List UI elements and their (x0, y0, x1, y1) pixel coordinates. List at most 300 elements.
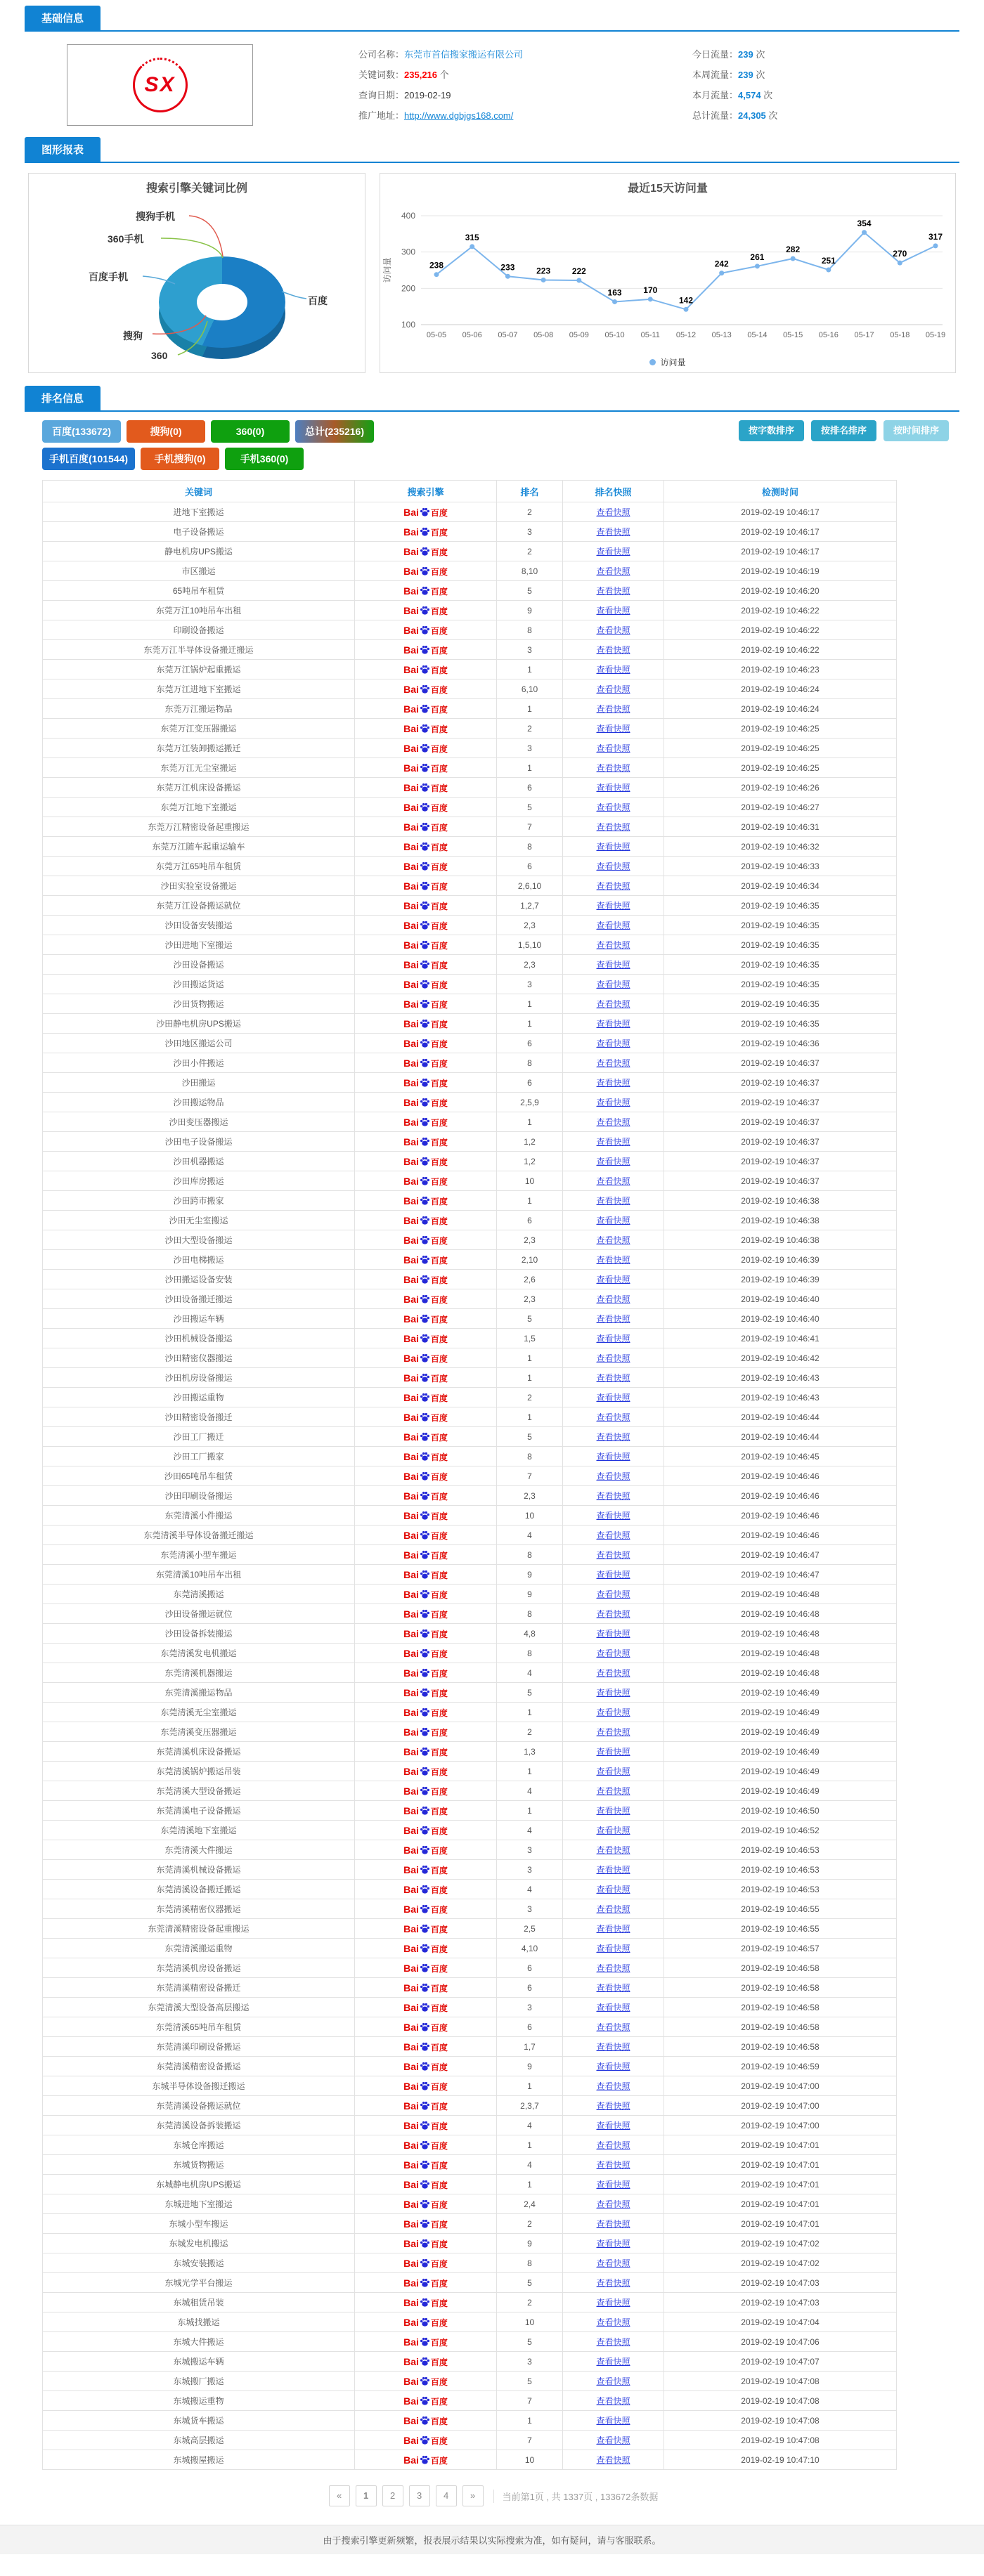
line-chart-legend[interactable] (380, 356, 955, 368)
table-row (43, 2017, 897, 2037)
snapshot-link[interactable]: 查看快照 (596, 1255, 630, 1265)
snapshot-link[interactable]: 查看快照 (596, 2278, 630, 2288)
column-header: 排名快照 (563, 481, 664, 502)
baidu-logo (403, 625, 448, 635)
baidu-logo (403, 1471, 448, 1481)
snapshot-link[interactable]: 查看快照 (596, 2258, 630, 2268)
snapshot-cell (563, 1466, 664, 1486)
pagination-page-button-3[interactable]: 3 (409, 2485, 430, 2506)
baidu-logo (403, 1805, 448, 1816)
baidu-paw-icon (420, 2159, 430, 2170)
snapshot-link[interactable]: 查看快照 (596, 1530, 630, 1540)
engine-cell (355, 1034, 497, 1053)
baidu-logo-cn: 百度 (430, 724, 448, 734)
keyword-cell: 东城小型车搬运 (43, 2214, 355, 2234)
rank-cell: 1 (497, 1762, 563, 1781)
snapshot-link[interactable]: 查看快照 (596, 1275, 630, 1284)
snapshot-cell (563, 1919, 664, 1939)
rank-cell: 3 (497, 640, 563, 660)
engine-cell (355, 1112, 497, 1132)
snapshot-link[interactable]: 查看快照 (596, 999, 630, 1009)
tab-charts[interactable]: 图形报表 (25, 137, 101, 162)
baidu-paw-icon (420, 1785, 430, 1796)
table-row (43, 2234, 897, 2253)
engine-filter-mobile-button-0[interactable]: 手机百度(101544) (42, 448, 135, 470)
rank-cell: 5 (497, 581, 563, 601)
check-time-cell: 2019-02-19 10:46:35 (664, 896, 897, 916)
keyword-cell: 东城货车搬运 (43, 2411, 355, 2431)
snapshot-link[interactable]: 查看快照 (596, 1039, 630, 1048)
engine-cell (355, 2312, 497, 2332)
check-time-cell: 2019-02-19 10:47:01 (664, 2135, 897, 2155)
baidu-logo-latin: Bai (403, 1706, 419, 1718)
baidu-logo-cn: 百度 (430, 1885, 448, 1895)
keyword-cell: 沙田搬运货运 (43, 975, 355, 994)
tab-ranking[interactable]: 排名信息 (25, 386, 101, 410)
baidu-logo-latin: Bai (403, 1017, 419, 1029)
snapshot-link[interactable]: 查看快照 (596, 625, 630, 635)
baidu-logo-latin: Bai (403, 899, 419, 911)
check-time-cell: 2019-02-19 10:47:02 (664, 2253, 897, 2273)
snapshot-link[interactable]: 查看快照 (596, 960, 630, 970)
engine-cell (355, 1152, 497, 1171)
baidu-paw-icon (420, 743, 430, 753)
snapshot-link[interactable]: 查看快照 (596, 1157, 630, 1166)
snapshot-link[interactable]: 查看快照 (596, 940, 630, 950)
baidu-logo-cn: 百度 (430, 2455, 448, 2466)
engine-cell (355, 1427, 497, 1447)
baidu-logo-latin: Bai (403, 1431, 419, 1443)
snapshot-link[interactable]: 查看快照 (596, 1412, 630, 1422)
pagination-prev-button[interactable]: « (329, 2485, 350, 2506)
baidu-logo-cn: 百度 (430, 1865, 448, 1875)
baidu-logo-latin: Bai (403, 1195, 419, 1206)
baidu-paw-icon (420, 507, 430, 517)
rank-cell: 6 (497, 857, 563, 876)
snapshot-link[interactable]: 查看快照 (596, 822, 630, 832)
snapshot-link[interactable]: 查看快照 (596, 1629, 630, 1639)
snapshot-link[interactable]: 查看快照 (596, 684, 630, 694)
sort-button-1[interactable]: 按排名排序 (811, 420, 876, 441)
snapshot-link[interactable]: 查看快照 (596, 1019, 630, 1029)
keyword-cell: 沙田设备安装搬运 (43, 916, 355, 935)
baidu-logo-latin: Bai (403, 1962, 419, 1974)
baidu-logo-cn: 百度 (430, 1924, 448, 1934)
snapshot-link[interactable]: 查看快照 (596, 1845, 630, 1855)
snapshot-link[interactable]: 查看快照 (596, 1865, 630, 1875)
engine-cell (355, 975, 497, 994)
check-time-cell: 2019-02-19 10:46:37 (664, 1053, 897, 1073)
snapshot-cell (563, 2214, 664, 2234)
check-time-cell: 2019-02-19 10:46:17 (664, 522, 897, 542)
snapshot-link[interactable]: 查看快照 (596, 2219, 630, 2229)
baidu-logo-latin: Bai (403, 1529, 419, 1541)
rank-cell: 3 (497, 2352, 563, 2372)
keyword-cell: 沙田印刷设备搬运 (43, 1486, 355, 1506)
baidu-logo (403, 1785, 448, 1796)
check-time-cell: 2019-02-19 10:46:52 (664, 1821, 897, 1840)
snapshot-link[interactable]: 查看快照 (596, 2003, 630, 2012)
sort-button-2[interactable]: 按时间排序 (883, 420, 949, 441)
snapshot-link[interactable]: 查看快照 (596, 586, 630, 596)
baidu-logo-latin: Bai (403, 1844, 419, 1856)
keyword-cell: 东莞清溪设备搬运就位 (43, 2096, 355, 2116)
snapshot-cell (563, 1427, 664, 1447)
baidu-logo (403, 723, 448, 734)
snapshot-cell (563, 2037, 664, 2057)
snapshot-link[interactable]: 查看快照 (596, 2042, 630, 2052)
snapshot-link[interactable]: 查看快照 (596, 1432, 630, 1442)
rank-cell: 1,2 (497, 1132, 563, 1152)
baidu-logo-cn: 百度 (430, 1767, 448, 1777)
sort-button-0[interactable]: 按字数排序 (739, 420, 804, 441)
baidu-logo (403, 1136, 448, 1147)
snapshot-link[interactable]: 查看快照 (596, 1196, 630, 1206)
table-row (43, 876, 897, 896)
tab-basic-info[interactable]: 基础信息 (25, 6, 101, 30)
snapshot-link[interactable]: 查看快照 (596, 704, 630, 714)
snapshot-link[interactable]: 查看快照 (596, 921, 630, 930)
engine-cell (355, 561, 497, 581)
snapshot-link[interactable]: 查看快照 (596, 881, 630, 891)
rank-cell: 2,10 (497, 1250, 563, 1270)
baidu-logo-cn: 百度 (430, 1393, 448, 1403)
check-time-cell: 2019-02-19 10:46:39 (664, 1250, 897, 1270)
table-row (43, 1152, 897, 1171)
baidu-logo-cn: 百度 (430, 2062, 448, 2072)
pagination-page-button-4[interactable]: 4 (436, 2485, 457, 2506)
rank-cell: 1 (497, 1407, 563, 1427)
engine-cell (355, 2273, 497, 2293)
snapshot-link[interactable]: 查看快照 (596, 1471, 630, 1481)
snapshot-link[interactable]: 查看快照 (596, 842, 630, 852)
keyword-cell: 东城货物搬运 (43, 2155, 355, 2175)
snapshot-link[interactable]: 查看快照 (596, 2199, 630, 2209)
engine-filter-button-3[interactable]: 总计(235216) (295, 420, 374, 443)
snapshot-link[interactable]: 查看快照 (596, 1373, 630, 1383)
snapshot-link[interactable]: 查看快照 (596, 1904, 630, 1914)
rank-cell: 1 (497, 1801, 563, 1821)
engine-cell (355, 1742, 497, 1762)
snapshot-link[interactable]: 查看快照 (596, 1570, 630, 1580)
baidu-logo (403, 920, 448, 930)
baidu-paw-icon (420, 2199, 430, 2209)
check-time-cell: 2019-02-19 10:46:53 (664, 1860, 897, 1880)
snapshot-link[interactable]: 查看快照 (596, 1216, 630, 1225)
field-value[interactable]: http://www.dgbjgs168.com/ (404, 110, 514, 121)
snapshot-link[interactable]: 查看快照 (596, 1963, 630, 1973)
snapshot-link[interactable]: 查看快照 (596, 566, 630, 576)
rank-cell: 2,3 (497, 1289, 563, 1309)
snapshot-link[interactable]: 查看快照 (596, 2160, 630, 2170)
svg-text:238: 238 (429, 260, 444, 271)
table-row (43, 1565, 897, 1585)
snapshot-link[interactable]: 查看快照 (596, 1944, 630, 1953)
snapshot-link[interactable]: 查看快照 (596, 1176, 630, 1186)
snapshot-link[interactable]: 查看快照 (596, 1924, 630, 1934)
column-header: 排名 (497, 481, 563, 502)
snapshot-link[interactable]: 查看快照 (596, 1334, 630, 1344)
snapshot-link[interactable]: 查看快照 (596, 1491, 630, 1501)
baidu-logo-latin: Bai (403, 1175, 419, 1187)
snapshot-link[interactable]: 查看快照 (596, 645, 630, 655)
keyword-cell: 沙田机房设备搬运 (43, 1368, 355, 1388)
rank-cell: 1 (497, 2175, 563, 2194)
engine-buttons-row2 (42, 448, 959, 470)
snapshot-link[interactable]: 查看快照 (596, 2121, 630, 2131)
snapshot-cell (563, 620, 664, 640)
snapshot-link[interactable]: 查看快照 (596, 1727, 630, 1737)
rank-cell: 5 (497, 1427, 563, 1447)
traffic-info-fields (692, 44, 777, 126)
table-row (43, 1624, 897, 1644)
engine-filter-button-0[interactable]: 百度(133672) (42, 420, 121, 443)
snapshot-link[interactable]: 查看快照 (596, 2317, 630, 2327)
snapshot-cell (563, 739, 664, 758)
baidu-paw-icon (420, 1431, 430, 1442)
traffic-info-row (692, 85, 777, 105)
keyword-cell: 东莞清溪设备搬迁搬运 (43, 1880, 355, 1899)
snapshot-link[interactable]: 查看快照 (596, 763, 630, 773)
snapshot-link[interactable]: 查看快照 (596, 2376, 630, 2386)
snapshot-link[interactable]: 查看快照 (596, 2081, 630, 2091)
baidu-logo-cn: 百度 (430, 1235, 448, 1246)
snapshot-link[interactable]: 查看快照 (596, 2022, 630, 2032)
engine-cell (355, 1585, 497, 1604)
baidu-paw-icon (420, 861, 430, 871)
snapshot-link[interactable]: 查看快照 (596, 1648, 630, 1658)
snapshot-link[interactable]: 查看快照 (596, 1983, 630, 1993)
engine-filter-mobile-button-2[interactable]: 手机360(0) (225, 448, 304, 470)
snapshot-cell (563, 1742, 664, 1762)
snapshot-link[interactable]: 查看快照 (596, 2062, 630, 2071)
baidu-logo-cn: 百度 (430, 2160, 448, 2171)
table-row (43, 581, 897, 601)
engine-cell (355, 660, 497, 679)
rank-cell: 9 (497, 2234, 563, 2253)
svg-text:05-14: 05-14 (747, 331, 768, 339)
keyword-cell: 东城安装搬运 (43, 2253, 355, 2273)
snapshot-link[interactable]: 查看快照 (596, 1058, 630, 1068)
snapshot-link[interactable]: 查看快照 (596, 2416, 630, 2426)
table-row (43, 916, 897, 935)
engine-cell (355, 2332, 497, 2352)
snapshot-link[interactable]: 查看快照 (596, 1353, 630, 1363)
snapshot-link[interactable]: 查看快照 (596, 1747, 630, 1757)
baidu-paw-icon (420, 1392, 430, 1403)
snapshot-link[interactable]: 查看快照 (596, 2239, 630, 2249)
rank-cell: 8 (497, 2253, 563, 2273)
snapshot-link[interactable]: 查看快照 (596, 1826, 630, 1835)
snapshot-link[interactable]: 查看快照 (596, 1550, 630, 1560)
baidu-paw-icon (420, 2179, 430, 2190)
table-row (43, 2332, 897, 2352)
keyword-cell: 沙田搬运设备安装 (43, 1270, 355, 1289)
snapshot-cell (563, 1840, 664, 1860)
snapshot-cell (563, 2450, 664, 2470)
charts-row (28, 173, 959, 373)
rank-cell: 5 (497, 2332, 563, 2352)
snapshot-link[interactable]: 查看快照 (596, 1786, 630, 1796)
engine-cell (355, 1899, 497, 1919)
baidu-logo (403, 2120, 448, 2131)
snapshot-link[interactable]: 查看快照 (596, 1668, 630, 1678)
snapshot-link[interactable]: 查看快照 (596, 1707, 630, 1717)
table-row (43, 2273, 897, 2293)
keyword-cell: 东莞万江无尘室搬运 (43, 758, 355, 778)
column-header: 搜索引擎 (355, 481, 497, 502)
snapshot-link[interactable]: 查看快照 (596, 1098, 630, 1107)
baidu-logo-latin: Bai (403, 1608, 419, 1620)
table-row (43, 739, 897, 758)
baidu-paw-icon (420, 821, 430, 832)
baidu-logo-cn: 百度 (430, 2317, 448, 2328)
snapshot-link[interactable]: 查看快照 (596, 1767, 630, 1776)
rank-cell: 9 (497, 1585, 563, 1604)
snapshot-link[interactable]: 查看快照 (596, 1117, 630, 1127)
baidu-paw-icon (420, 1766, 430, 1776)
snapshot-link[interactable]: 查看快照 (596, 1806, 630, 1816)
baidu-logo-cn: 百度 (430, 1589, 448, 1600)
engine-cell (355, 1998, 497, 2017)
rank-cell: 2 (497, 542, 563, 561)
rank-cell: 7 (497, 1466, 563, 1486)
table-row (43, 620, 897, 640)
table-row (43, 1703, 897, 1722)
table-row (43, 955, 897, 975)
baidu-logo-cn: 百度 (430, 2101, 448, 2112)
baidu-logo (403, 1333, 448, 1344)
snapshot-link[interactable]: 查看快照 (596, 665, 630, 675)
baidu-paw-icon (420, 2376, 430, 2386)
check-time-cell: 2019-02-19 10:46:46 (664, 1486, 897, 1506)
baidu-paw-icon (420, 2061, 430, 2071)
snapshot-link[interactable]: 查看快照 (596, 2357, 630, 2367)
keyword-cell: 东莞清溪小件搬运 (43, 1506, 355, 1526)
baidu-logo-latin: Bai (403, 2434, 419, 2446)
baidu-logo-cn: 百度 (430, 606, 448, 616)
snapshot-cell (563, 2332, 664, 2352)
snapshot-link[interactable]: 查看快照 (596, 2140, 630, 2150)
snapshot-link[interactable]: 查看快照 (596, 743, 630, 753)
table-row (43, 1309, 897, 1329)
keyword-cell: 东莞清溪发电机搬运 (43, 1644, 355, 1663)
keyword-cell: 东莞万江随车起重运输车 (43, 837, 355, 857)
pagination-page-button-2[interactable]: 2 (382, 2485, 403, 2506)
check-time-cell: 2019-02-19 10:46:49 (664, 1781, 897, 1801)
snapshot-link[interactable]: 查看快照 (596, 783, 630, 793)
snapshot-link[interactable]: 查看快照 (596, 2180, 630, 2190)
snapshot-link[interactable]: 查看快照 (596, 1393, 630, 1403)
snapshot-link[interactable]: 查看快照 (596, 724, 630, 734)
field-suffix: 次 (765, 110, 778, 121)
baidu-logo (403, 1412, 448, 1422)
baidu-logo (403, 2297, 448, 2308)
baidu-logo-latin: Bai (403, 1155, 419, 1167)
snapshot-cell (563, 640, 664, 660)
engine-cell (355, 2391, 497, 2411)
baidu-logo-cn: 百度 (430, 1550, 448, 1561)
traffic-info-row (692, 105, 777, 126)
baidu-logo-latin: Bai (403, 1588, 419, 1600)
snapshot-link[interactable]: 查看快照 (596, 1589, 630, 1599)
snapshot-link[interactable]: 查看快照 (596, 1078, 630, 1088)
snapshot-link[interactable]: 查看快照 (596, 1137, 630, 1147)
pagination-page-button-1[interactable]: 1 (356, 2485, 377, 2506)
keyword-cell: 沙田搬运重物 (43, 1388, 355, 1407)
keyword-cell: 东莞清溪10吨吊车出租 (43, 1565, 355, 1585)
engine-cell (355, 522, 497, 542)
snapshot-cell (563, 994, 664, 1014)
baidu-paw-icon (420, 1904, 430, 1914)
snapshot-link[interactable]: 查看快照 (596, 2298, 630, 2308)
snapshot-link[interactable]: 查看快照 (596, 1688, 630, 1698)
table-row (43, 1978, 897, 1998)
pagination-next-button[interactable]: » (462, 2485, 484, 2506)
report-page (25, 0, 959, 2506)
check-time-cell: 2019-02-19 10:46:48 (664, 1604, 897, 1624)
snapshot-link[interactable]: 查看快照 (596, 507, 630, 517)
snapshot-link[interactable]: 查看快照 (596, 2337, 630, 2347)
snapshot-link[interactable]: 查看快照 (596, 2396, 630, 2406)
engine-filter-button-1[interactable]: 搜狗(0) (127, 420, 205, 443)
baidu-logo (403, 1510, 448, 1521)
baidu-logo-cn: 百度 (430, 999, 448, 1010)
baidu-logo-cn: 百度 (430, 1826, 448, 1836)
baidu-paw-icon (420, 1825, 430, 1835)
snapshot-link[interactable]: 查看快照 (596, 901, 630, 911)
snapshot-link[interactable]: 查看快照 (596, 527, 630, 537)
company-logo-mark (133, 58, 188, 112)
snapshot-link[interactable]: 查看快照 (596, 1511, 630, 1521)
engine-filter-button-2[interactable]: 360(0) (211, 420, 290, 443)
engine-cell (355, 1289, 497, 1309)
snapshot-link[interactable]: 查看快照 (596, 1235, 630, 1245)
rank-cell: 4 (497, 1663, 563, 1683)
snapshot-link[interactable]: 查看快照 (596, 606, 630, 616)
keyword-cell: 东莞清溪锅炉搬运吊装 (43, 1762, 355, 1781)
baidu-logo-latin: Bai (403, 1037, 419, 1049)
baidu-logo-cn: 百度 (430, 1727, 448, 1738)
snapshot-link[interactable]: 查看快照 (596, 1294, 630, 1304)
snapshot-link[interactable]: 查看快照 (596, 1314, 630, 1324)
company-info-row (358, 44, 597, 65)
snapshot-link[interactable]: 查看快照 (596, 1885, 630, 1894)
snapshot-link[interactable]: 查看快照 (596, 1609, 630, 1619)
engine-filter-area (25, 420, 959, 470)
field-value: 239 (738, 49, 753, 60)
snapshot-link[interactable]: 查看快照 (596, 2435, 630, 2445)
baidu-paw-icon (420, 1707, 430, 1717)
baidu-logo-cn: 百度 (430, 1255, 448, 1266)
snapshot-cell (563, 699, 664, 719)
snapshot-link[interactable]: 查看快照 (596, 2101, 630, 2111)
baidu-logo (403, 959, 448, 970)
snapshot-link[interactable]: 查看快照 (596, 980, 630, 989)
rank-cell: 10 (497, 2312, 563, 2332)
check-time-cell: 2019-02-19 10:46:22 (664, 640, 897, 660)
snapshot-link[interactable]: 查看快照 (596, 547, 630, 557)
snapshot-link[interactable]: 查看快照 (596, 1452, 630, 1462)
baidu-paw-icon (420, 1845, 430, 1855)
check-time-cell: 2019-02-19 10:46:50 (664, 1801, 897, 1821)
engine-filter-mobile-button-1[interactable]: 手机搜狗(0) (141, 448, 219, 470)
snapshot-link[interactable]: 查看快照 (596, 802, 630, 812)
table-row (43, 1742, 897, 1762)
snapshot-link[interactable]: 查看快照 (596, 2455, 630, 2465)
snapshot-link[interactable]: 查看快照 (596, 861, 630, 871)
check-time-cell: 2019-02-19 10:46:37 (664, 1073, 897, 1093)
